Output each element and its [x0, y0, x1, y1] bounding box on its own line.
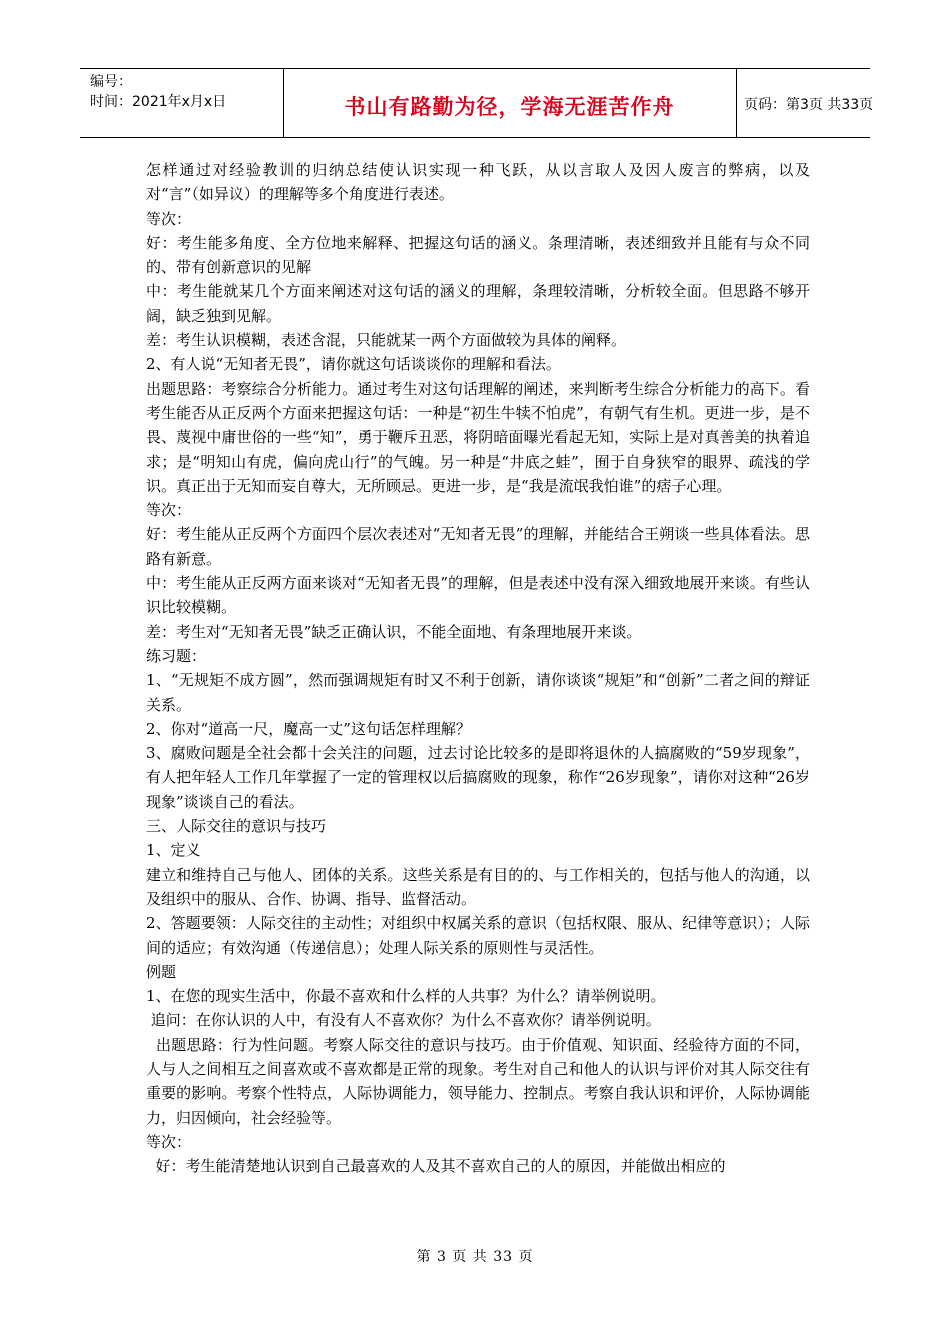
- paragraph: 3、腐败问题是全社会都十会关注的问题，过去讨论比较多的是即将退休的人搞腐败的“59岁现象”，有人把年轻人工作几年掌握了一定的管理权以后搞腐败的现象，称作“26岁现象”，请你对这种“26岁现象”谈谈自己的看法。: [146, 744, 810, 811]
- paragraph: 中：考生能从正反两方面来谈对“无知者无畏”的理解，但是表述中没有深入细致地展开来谈。有些认识比较模糊。: [146, 574, 810, 617]
- paragraph: 1、定义: [146, 841, 201, 860]
- paragraph: 好：考生能清楚地认识到自己最喜欢的人及其不喜欢自己的人的原因，并能做出相应的: [146, 1157, 726, 1176]
- document-number-label: 编号：: [90, 74, 132, 90]
- paragraph: 中：考生能就某几个方面来阐述对这句话的涵义的理解，条理较清晰，分析较全面。但思路不够开阔，缺乏独到见解。: [146, 282, 810, 325]
- paragraph: 追问：在你认识的人中，有没有人不喜欢你？为什么不喜欢你？请举例说明。: [146, 1011, 661, 1030]
- paragraph: 等次：: [146, 501, 192, 520]
- page-header: [80, 68, 874, 138]
- paragraph: 2、答题要领：人际交往的主动性；对组织中权属关系的意识（包括权限、服从、纪律等意识）；人际间的适应；有效沟通（传递信息）；处理人际关系的原则性与灵活性。: [146, 914, 810, 957]
- paragraph: 好：考生能多角度、全方位地来解释、把握这句话的涵义。条理清晰，表述细致并且能有与众不同的、带有创新意识的见解: [146, 233, 810, 277]
- paragraph: 三、人际交往的意识与技巧: [146, 817, 327, 836]
- page-footer: 第 3 页 共 33 页: [416, 1249, 534, 1265]
- header-right-cell: [736, 69, 874, 137]
- header-page-info: 页码：第3页 共33页: [744, 97, 874, 113]
- paragraph: 1、在您的现实生活中，你最不喜欢和什么样的人共事？为什么？请举例说明。: [146, 987, 666, 1006]
- paragraph: 2、你对“道高一尺，魔高一丈”这句话怎样理解？: [146, 719, 471, 738]
- header-left-cell: [80, 69, 284, 137]
- document-time-label: 时间：2021年x月x日: [90, 94, 227, 110]
- paragraph: 等次：: [146, 209, 192, 228]
- document-body: [146, 158, 810, 1178]
- paragraph: 差：考生认识模糊，表述含混，只能就某一两个方面做较为具体的阐释。: [146, 331, 627, 350]
- paragraph: 等次：: [146, 1132, 192, 1151]
- header-motto: 书山有路勤为径，学海无涯苦作舟: [344, 95, 675, 119]
- paragraph: 差：考生对“无知者无畏”缺乏正确认识，不能全面地、有条理地展开来谈。: [146, 622, 642, 641]
- paragraph: 练习题：: [146, 646, 207, 665]
- paragraph: 例题: [146, 962, 177, 981]
- paragraph: 出题思路：考察综合分析能力。通过考生对这句话理解的阐述，来判断考生综合分析能力的高下。看考生能否从正反两个方面来把握这句话：一种是“初生牛犊不怕虎”，有朝气有生机。更进一步，是不畏、蔑视中庸世俗的一些“知”，勇于鞭斥丑恶，将阴暗面曝光看起无知，实际上是对真善美的执着追求；是“明知山有虎，偏向虎山行”的气魄。另一种是“井底之蛙”，囿于自身狭窄的眼界、疏浅的学识。真正出于无知而妄自尊大，无所顾忌。更进一步，是“我是流氓我怕谁”的痞子心理。: [146, 379, 810, 495]
- paragraph: 1、“无规矩不成方圆”，然而强调规矩有时又不利于创新，请你谈谈“规矩”和“创新”二者之间的辩证关系。: [146, 671, 810, 714]
- paragraph: 2、有人说“无知者无畏”，请你就这句话谈谈你的理解和看法。: [146, 355, 561, 374]
- paragraph: 出题思路：行为性问题。考察人际交往的意识与技巧。由于价值观、知识面、经验待方面的不同，人与人之间相互之间喜欢或不喜欢都是正常的现象。考生对自己和他人的认识与评价对其人际交往有重要的影响。考察个性特点，人际协调能力，领导能力、控制点。考察自我认识和评价，人际协调能力，归因倾向，社会经验等。: [146, 1035, 810, 1127]
- paragraph: 好：考生能从正反两个方面四个层次表述对“无知者无畏”的理解，并能结合王朔谈一些具体看法。思路有新意。: [146, 525, 810, 568]
- paragraph: 怎样通过对经验教训的归纳总结使认识实现一种飞跃，从以言取人及因人废言的弊病，以及对“言”（如异议）的理解等多个角度进行表述。: [146, 161, 810, 204]
- paragraph: 建立和维持自己与他人、团体的关系。这些关系是有目的的、与工作相关的，包括与他人的沟通，以及组织中的服从、合作、协调、指导、监督活动。: [146, 865, 810, 908]
- header-middle-cell: [283, 69, 737, 137]
